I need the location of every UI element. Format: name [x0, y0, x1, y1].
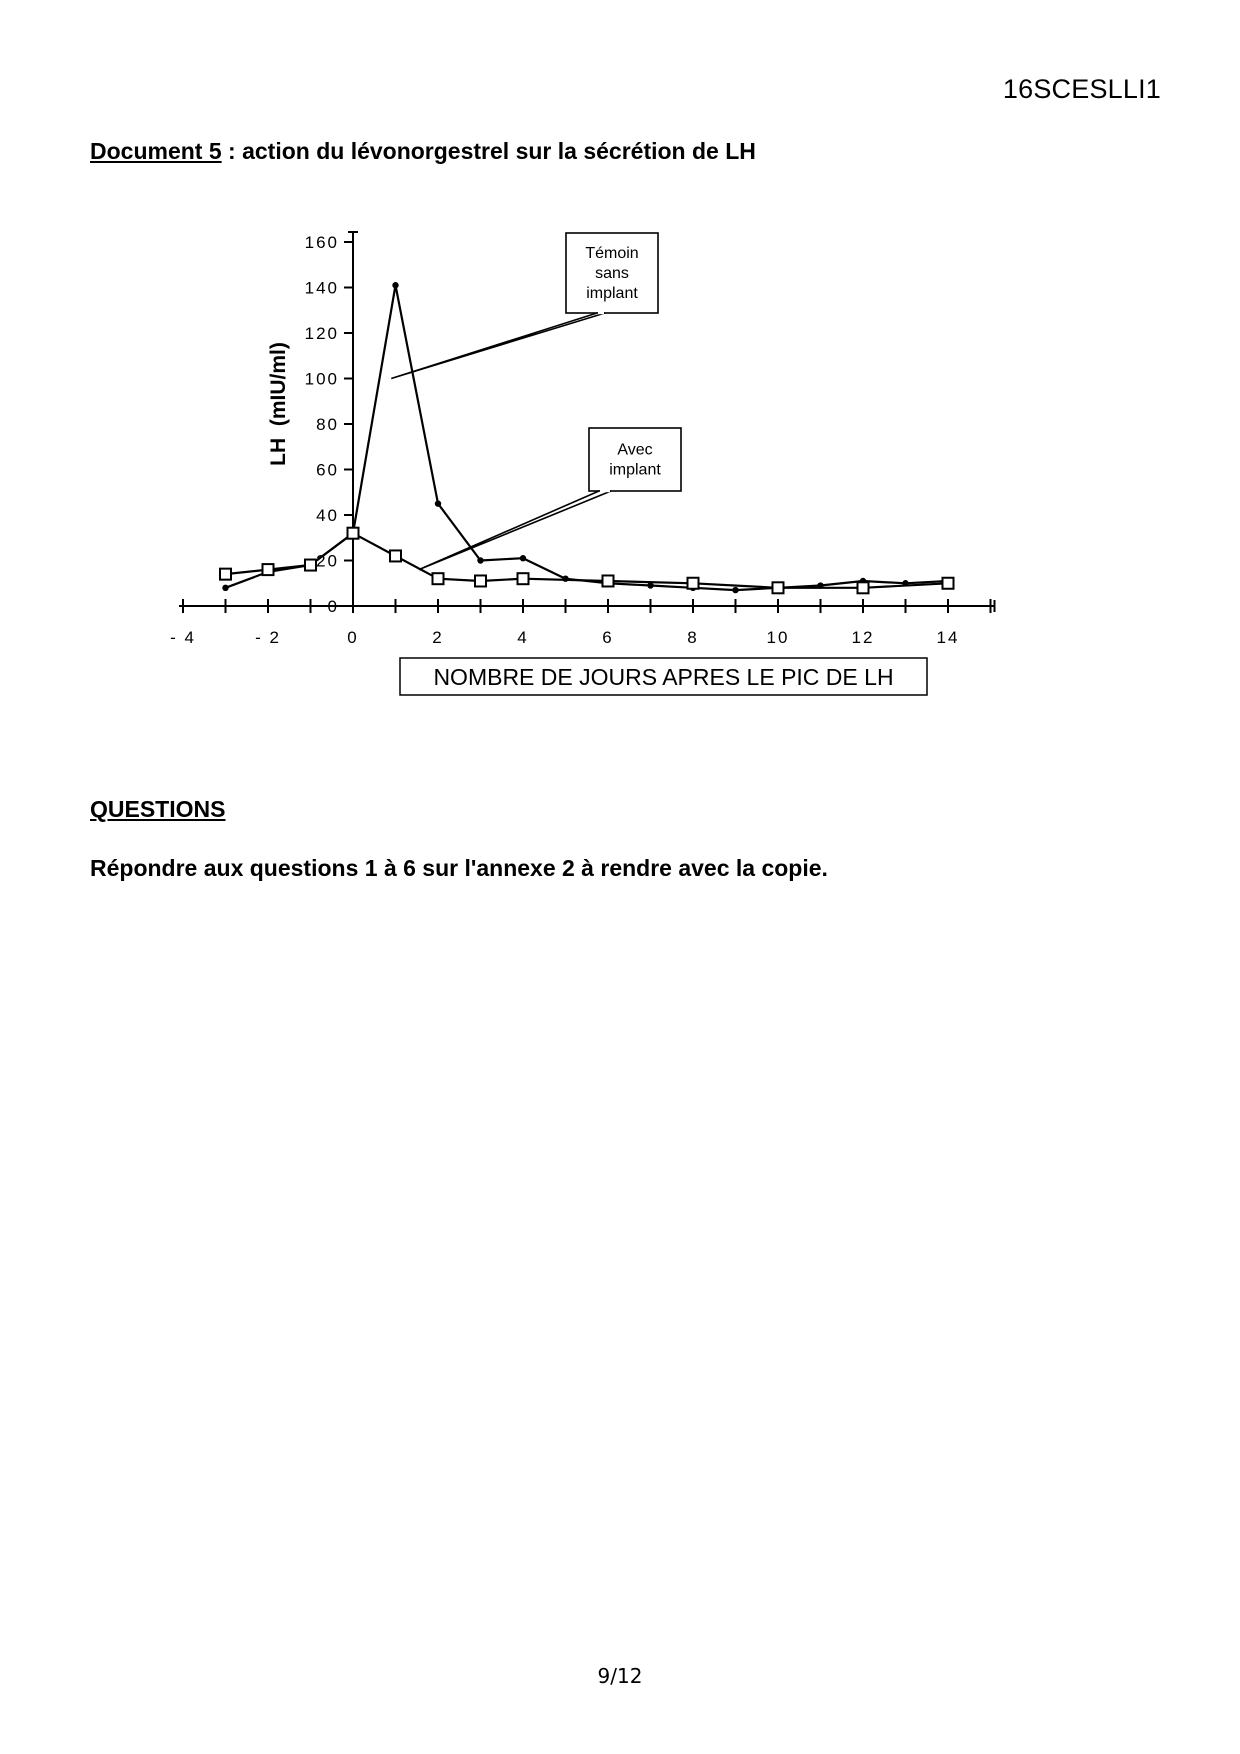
y-tick-label: 80 — [316, 415, 339, 434]
data-point — [390, 550, 401, 561]
y-tick-label: 100 — [304, 369, 339, 389]
x-tick-label: 6 — [602, 628, 614, 647]
data-point — [773, 582, 784, 593]
lh-chart — [0, 0, 1240, 760]
callout-box — [589, 428, 681, 491]
questions-text: Répondre aux questions 1 à 6 sur l'annexe 2 à rendre avec la copie. — [90, 855, 828, 881]
document-label: Document 5 — [90, 138, 222, 164]
x-tick-label: 2 — [432, 628, 444, 647]
document-title-text: : action du lévonorgestrel sur la sécrétion de LH — [221, 138, 756, 164]
callout-temoin — [391, 233, 658, 379]
callout-avec-implant — [419, 428, 681, 570]
data-point — [732, 587, 738, 593]
questions-heading: QUESTIONS — [90, 796, 226, 822]
data-point — [222, 585, 228, 591]
data-point — [475, 575, 486, 586]
x-axis-label: NOMBRE DE JOURS APRES LE PIC DE LH — [433, 664, 894, 690]
y-tick-label: 160 — [304, 233, 339, 252]
data-point — [220, 569, 231, 580]
y-tick-label: 120 — [304, 324, 339, 343]
y-tick-label: 140 — [304, 278, 339, 298]
y-tick-label: 20 — [316, 551, 339, 571]
callout-text: implant — [586, 285, 638, 302]
x-axis-title — [400, 658, 927, 695]
document-code: 16SCESLLI1 — [1002, 74, 1161, 104]
data-point — [433, 573, 444, 584]
callout-text: sans — [595, 265, 629, 282]
y-tick-label: 0 — [327, 597, 339, 616]
data-point — [943, 578, 954, 589]
y-tick-label: 60 — [316, 460, 339, 480]
chart-callouts — [391, 233, 681, 570]
data-point — [305, 560, 316, 571]
data-point — [858, 582, 869, 593]
data-point — [348, 528, 359, 539]
x-tick-label: 12 — [851, 628, 875, 647]
data-point — [263, 564, 274, 575]
callout-pointer — [391, 313, 605, 379]
data-point — [603, 575, 614, 586]
data-point — [477, 557, 483, 563]
y-axis-title — [267, 342, 290, 466]
y-axis-label: LH (mIU/ml) — [267, 342, 290, 466]
data-point — [435, 500, 441, 506]
callout-text: Avec — [617, 441, 653, 459]
data-point — [392, 282, 398, 288]
callout-text: implant — [609, 461, 661, 479]
y-tick-label: 40 — [316, 506, 339, 525]
callout-text: Témoin — [585, 245, 639, 262]
page-number: 9/12 — [597, 1664, 643, 1688]
x-tick-label: - 4 — [170, 628, 196, 647]
data-point — [520, 555, 526, 561]
x-tick-label: 14 — [936, 628, 960, 647]
data-point — [518, 573, 529, 584]
data-point — [688, 578, 699, 589]
x-tick-label: - 2 — [255, 628, 281, 647]
x-tick-label: 0 — [347, 628, 359, 647]
x-tick-label: 10 — [766, 628, 790, 647]
x-tick-label: 8 — [687, 628, 699, 647]
x-tick-label: 4 — [517, 628, 529, 647]
